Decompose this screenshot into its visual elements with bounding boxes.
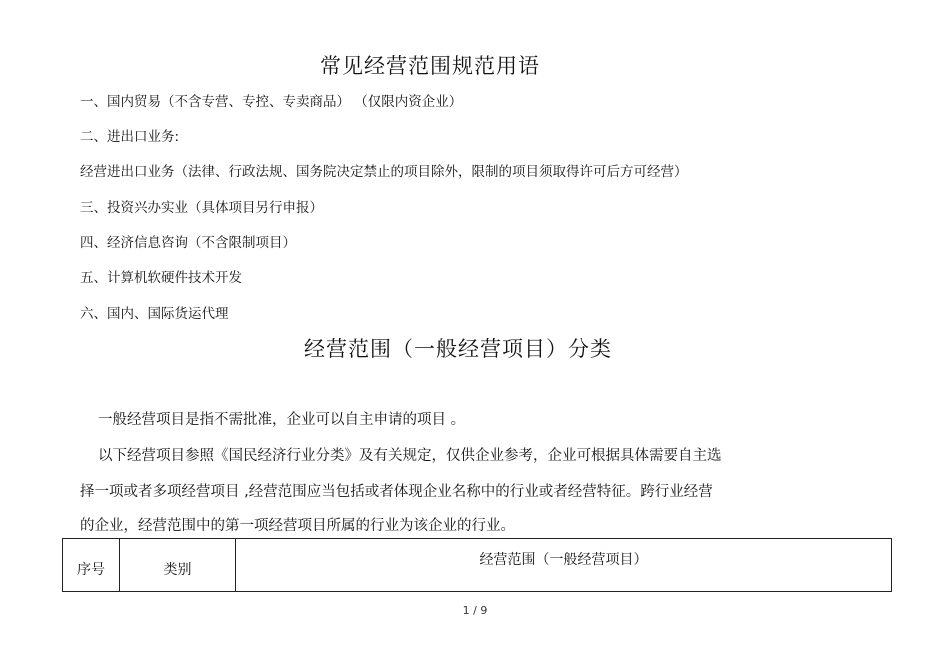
header-business-scope: 经营范围（一般经营项目）	[236, 539, 892, 592]
item-import-export-detail: 经营进出口业务（法律、行政法规、国务院决定禁止的项目除外，限制的项目须取得许可后方可经营）	[80, 164, 688, 180]
table-header-row	[63, 539, 892, 592]
section-title: 经营范围（一般经营项目）分类	[304, 337, 612, 361]
item-investment: 三、投资兴办实业（具体项目另行申报）	[80, 200, 323, 216]
document-title: 常见经营范围规范用语	[320, 54, 540, 78]
paragraph-definition: 一般经营项目是指不需批准，企业可以自主申请的项目 。	[98, 412, 466, 428]
header-index: 序号	[63, 539, 120, 592]
item-domestic-trade: 一、国内贸易（不含专营、专控、专卖商品） （仅限内资企业）	[80, 94, 463, 110]
page-number: 1 / 9	[462, 604, 488, 617]
paragraph-reference-line1: 以下经营项目参照《国民经济行业分类》及有关规定，仅供企业参考，企业可根据具体需要自主选	[98, 448, 722, 464]
paragraph-reference-line3: 的企业，经营范围中的第一项经营项目所属的行业为该企业的行业。	[80, 518, 515, 534]
business-scope-table	[62, 538, 892, 592]
header-category: 类别	[120, 539, 236, 592]
item-freight-agency: 六、国内、国际货运代理	[80, 306, 229, 322]
item-consulting: 四、经济信息咨询（不含限制项目）	[80, 235, 296, 251]
item-import-export: 二、进出口业务:	[80, 129, 180, 145]
paragraph-reference-line2: 择一项或者多项经营项目 ,经营范围应当包括或者体现企业名称中的行业或者经营特征。跨行业经营	[80, 484, 713, 500]
item-software-dev: 五、计算机软硬件技术开发	[80, 270, 242, 286]
